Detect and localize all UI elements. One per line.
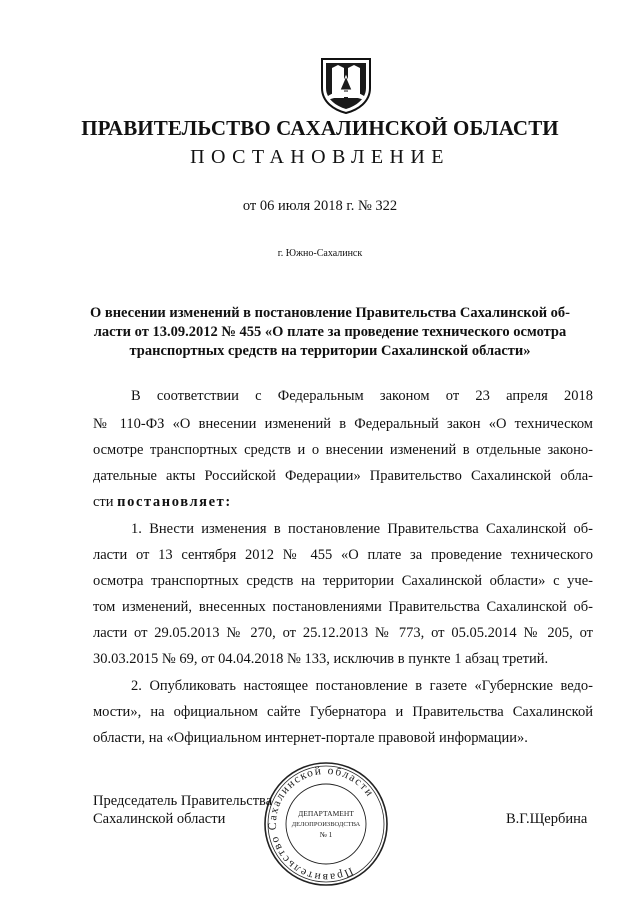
decree-word: постановляет: xyxy=(117,494,232,510)
item-2-line: 2. Опубликовать настоящее постановление в газете «Губернские ведо- xyxy=(131,678,593,694)
body-text-line: В соответствии с Федеральным законом от 23 апреля 2018 xyxy=(131,388,593,404)
document-title-line: ласти от 13.09.2012 № 455 «О плате за проведение технического осмотра xyxy=(93,324,567,340)
document-type: ПОСТАНОВЛЕНИЕ xyxy=(190,146,450,168)
seal-center-text: ДЕЛОПРОИЗВОДСТВА xyxy=(291,821,361,828)
item-1-line: ласти от 13 сентября 2012 № 455 «О плате за проведение технического xyxy=(93,547,593,563)
body-text-line: осмотре транспортных средств и о внесении изменений в отдельные законо- xyxy=(93,442,593,458)
body-text-line xyxy=(93,494,593,511)
item-1-line: 1. Внести изменения в постановление Правительства Сахалинской об- xyxy=(131,521,593,537)
signatory-name: В.Г.Щербина xyxy=(506,811,588,827)
item-2-line: области, на «Официальном интернет-портале правовой информации». xyxy=(93,730,528,746)
item-1-line: 30.03.2015 № 69, от 04.04.2018 № 133, исключив в пункте 1 абзац третий. xyxy=(93,651,549,667)
document-title-line: О внесении изменений в постановление Правительства Сахалинской об- xyxy=(89,305,571,321)
document-title-line: транспортных средств на территории Сахалинской области» xyxy=(129,343,531,359)
body-text-line: дательные акты Российской Федерации» Правительство Сахалинской обла- xyxy=(93,468,593,484)
item-1-line: том изменений, внесенных постановлениями Правительства Сахалинской об- xyxy=(93,599,593,615)
body-text-line: № 110-ФЗ «О внесении изменений в Федеральный закон «О техническом xyxy=(93,416,593,432)
city-name: г. Южно-Сахалинск xyxy=(277,248,363,259)
seal-center-text: ДЕПАРТАМЕНТ xyxy=(298,809,354,818)
signatory-position: Сахалинской области xyxy=(93,811,226,827)
body-text-fragment: сти xyxy=(93,494,114,510)
item-1-line: осмотра транспортных средств на территории Сахалинской области» с уче- xyxy=(93,573,593,589)
date-number-line: от 06 июля 2018 г. № 322 xyxy=(242,198,398,214)
organization-title: ПРАВИТЕЛЬСТВО САХАЛИНСКОЙ ОБЛАСТИ xyxy=(81,116,559,140)
item-2-line: мости», на официальном сайте Губернатора и Правительства Сахалинской xyxy=(93,704,593,720)
seal-center-text: № 1 xyxy=(319,830,333,839)
seal-ring-text: Правительство Сахалинской области xyxy=(266,764,377,884)
signatory-position: Председатель Правительства xyxy=(93,793,273,809)
item-1-line: ласти от 29.05.2013 № 270, от 25.12.2013 № 773, от 05.05.2014 № 205, от xyxy=(93,625,593,641)
coat-of-arms-emblem xyxy=(318,56,374,114)
official-seal-stamp xyxy=(262,760,390,888)
